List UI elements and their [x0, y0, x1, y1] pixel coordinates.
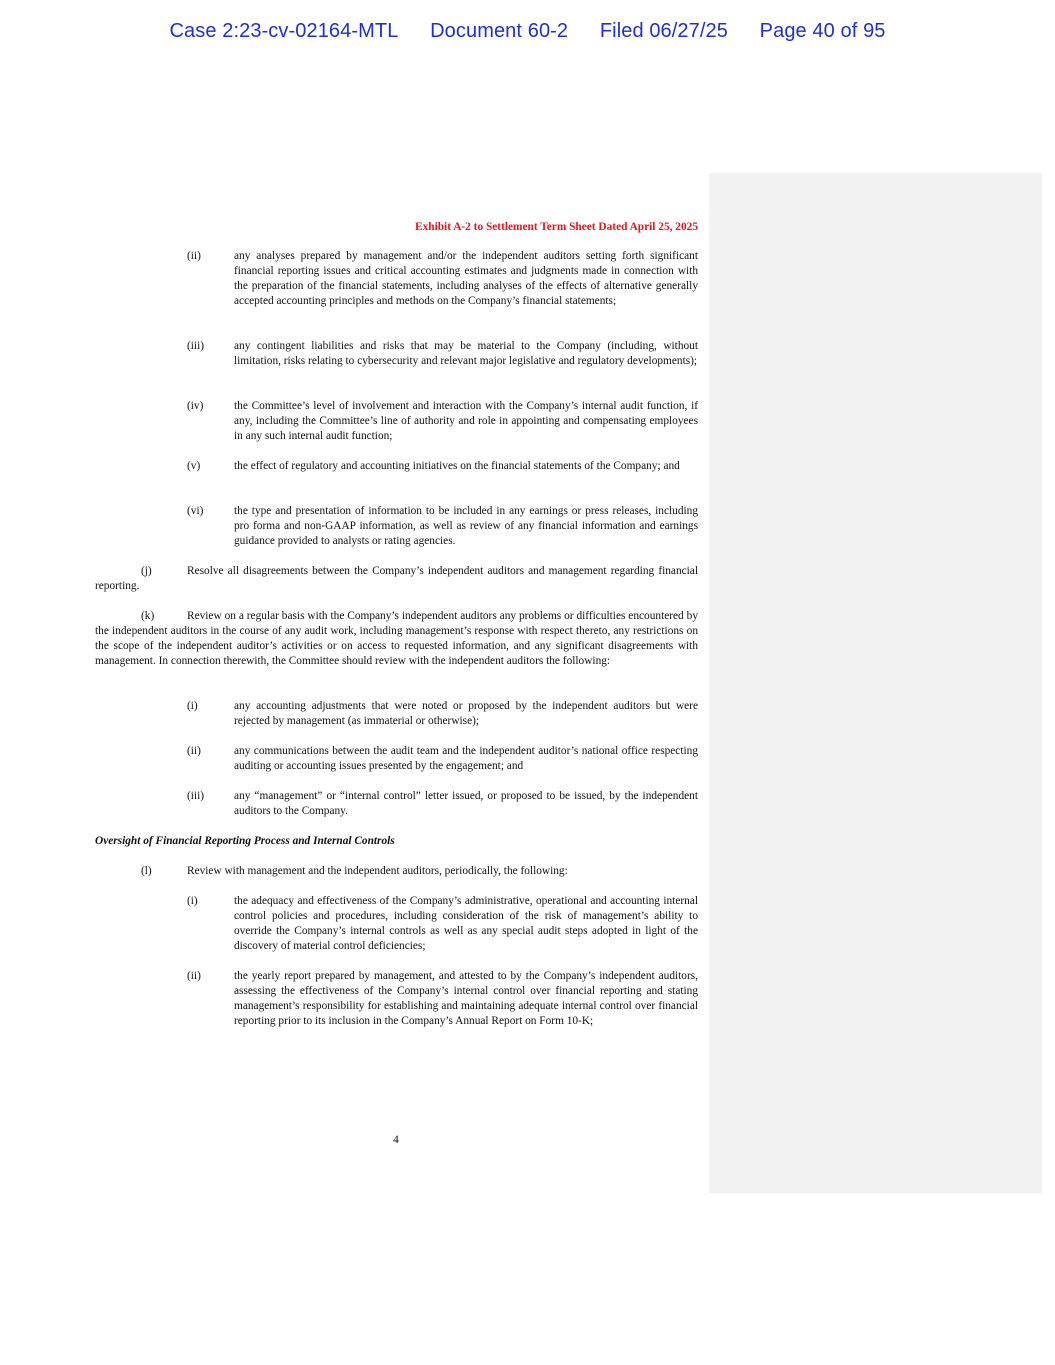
- paragraph-j: [95, 564, 698, 594]
- list-item-text: the type and presentation of information to be included in any earnings or press releases, including pro forma and non-GAAP information, as well as review of any financial information and earnings guidance provided to analysts or rating agencies.: [234, 505, 698, 547]
- list-item: [187, 339, 698, 369]
- list-item-text: any analyses prepared by management and/or the independent auditors setting forth significant financial reporting issues and critical accounting estimates and judgments made in connection with the preparation of the financial statements, including analyses of the effects of alternative generally accepted accounting principles and methods on the Company’s financial statements;: [234, 250, 698, 307]
- list-item: [187, 399, 698, 444]
- list-item-number: (v): [187, 460, 201, 472]
- list-item-number: (iv): [187, 400, 204, 412]
- list-item: [187, 249, 698, 309]
- filed-date: Filed 06/27/25: [599, 20, 728, 42]
- case-number: Case 2:23-cv-02164-MTL: [169, 20, 399, 42]
- paragraph-text: Resolve all disagreements between the Company’s independent auditors and management regarding financial reporting.: [95, 565, 698, 592]
- list-item-number: (i): [187, 700, 198, 712]
- list-item-number: (ii): [187, 745, 201, 757]
- list-item: [187, 504, 698, 549]
- comment-margin-panel: [709, 173, 1042, 1193]
- page-indicator: Page 40 of 95: [759, 20, 886, 42]
- list-item: [187, 744, 698, 774]
- list-item-text: any communications between the audit team and the independent auditor’s national office respecting auditing or accounting issues presented by the engagement; and: [234, 745, 698, 772]
- list-item-number: (iii): [187, 340, 205, 352]
- paragraph-label: (l): [141, 865, 152, 877]
- page-number: 4: [393, 1134, 399, 1146]
- list-item-text: the yearly report prepared by management, and attested to by the Company’s independent auditors, assessing the effectiveness of the Company’s internal control over financial reporting and stating management’s responsibility for establishing and maintaining adequate internal control over financial reporting prior to its inclusion in the Company’s Annual Report on Form 10-K;: [234, 970, 698, 1027]
- list-item: [187, 699, 698, 729]
- list-item: [187, 894, 698, 954]
- paragraph-label: (k): [141, 610, 155, 622]
- list-item-number: (iii): [187, 790, 205, 802]
- list-item-text: the effect of regulatory and accounting initiatives on the financial statements of the Company; and: [234, 460, 680, 472]
- section-heading: Oversight of Financial Reporting Process and Internal Controls: [95, 835, 395, 847]
- list-item-text: any “management” or “internal control” letter issued, or proposed to be issued, by the independent auditors to the Company.: [234, 790, 698, 817]
- list-item-text: any accounting adjustments that were noted or proposed by the independent auditors but were rejected by management (as immaterial or otherwise);: [234, 700, 698, 727]
- list-item: [187, 789, 698, 819]
- paragraph-label: (j): [141, 565, 152, 577]
- exhibit-title: Exhibit A-2 to Settlement Term Sheet Dated April 25, 2025: [415, 221, 698, 233]
- list-item-text: the adequacy and effectiveness of the Company’s administrative, operational and accounting internal control policies and procedures, including consideration of the risk of management’s ability to override the Company’s internal controls as well as any special audit steps adopted in light of the discovery of material control deficiencies;: [234, 895, 698, 952]
- list-item-number: (vi): [187, 505, 204, 517]
- paragraph-l: [141, 864, 568, 879]
- list-item-text: the Committee’s level of involvement and interaction with the Company’s internal audit function, if any, including the Committee’s line of authority and role in appointing and compensating employees in any such internal audit function;: [234, 400, 698, 442]
- list-item: [187, 969, 698, 1029]
- list-item: [187, 459, 698, 474]
- document-number: Document 60-2: [430, 20, 569, 42]
- paragraph-text: Review on a regular basis with the Company’s independent auditors any problems or difficulties encountered by the independent auditors in the course of any audit work, including management’s response with respect thereto, any restrictions on the scope of the independent auditor’s activities or on access to requested information, and any significant disagreements with management. In connection therewith, the Committee should review with the independent auditors the following:: [95, 610, 698, 667]
- list-item-text: any contingent liabilities and risks that may be material to the Company (including, without limitation, risks relating to cybersecurity and relevant major legislative and regulatory developments);: [234, 340, 698, 367]
- paragraph-text: Review with management and the independent auditors, periodically, the following:: [187, 865, 568, 877]
- list-item-number: (i): [187, 895, 198, 907]
- case-header: [0, 20, 1055, 43]
- list-item-number: (ii): [187, 970, 201, 982]
- list-item-number: (ii): [187, 250, 201, 262]
- paragraph-k: [95, 609, 698, 669]
